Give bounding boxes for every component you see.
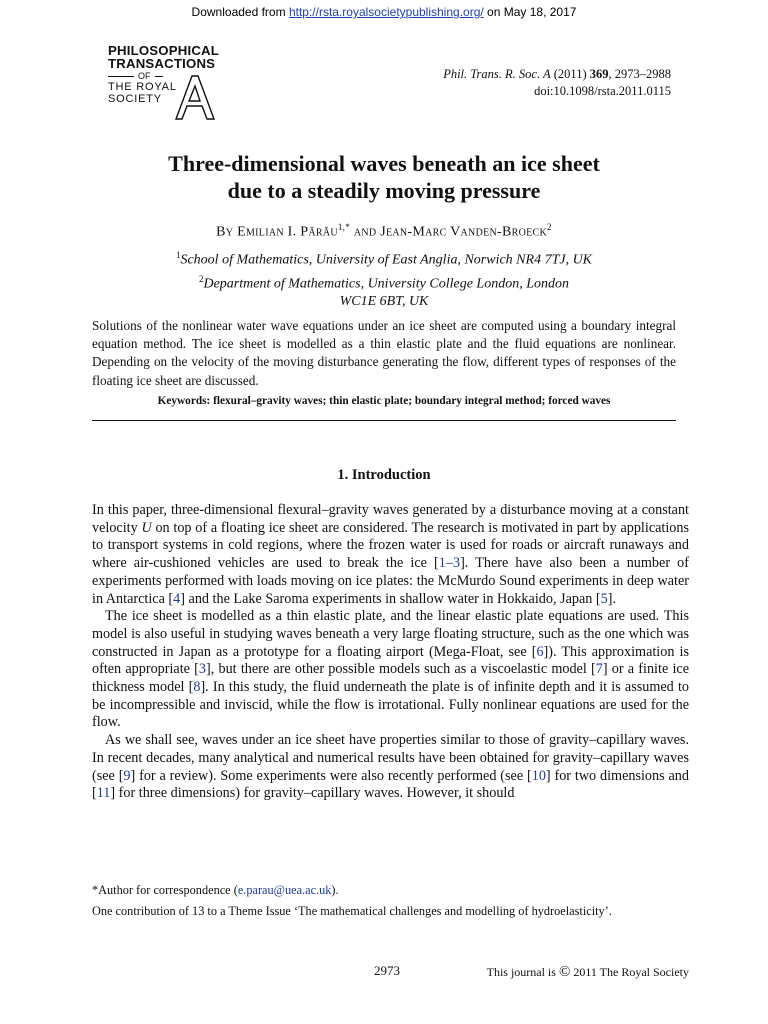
paragraph: The ice sheet is modelled as a thin elastic plate, and the linear elastic plate equations are used. This model is also useful in studying waves beneath a very large floating structure, such as the one which was constructed in Japan as a prototype for a floating airport (Mega-Float, see [6]). This approximation is often appropriate [3], but there are other possible models such as a viscoelastic model [7] or a finite ice thickness model [8]. In this study, the fluid underneath the plate is of infinite depth and it is assumed to be incompressible and inviscid, while the flow is irrotational. Fully nonlinear equations are used for the flow. xyxy=(92,608,689,731)
citation-link[interactable]: 6 xyxy=(536,643,544,660)
footnotes xyxy=(92,882,689,924)
correspondence-note: *Author for correspondence (e.parau@uea.ac.uk). xyxy=(92,883,339,897)
citation-link[interactable]: 3 xyxy=(198,661,206,678)
email-link[interactable]: e.parau@uea.ac.uk xyxy=(237,883,332,897)
citation-link[interactable]: 5 xyxy=(600,590,608,607)
divider xyxy=(92,420,676,421)
theme-issue-note: One contribution of 13 to a Theme Issue ‘The mathematical challenges and modelling of hydroelasticity’. xyxy=(92,904,612,918)
citation-link[interactable]: 7 xyxy=(595,661,603,678)
copyright-notice: This journal is © 2011 The Royal Society xyxy=(486,964,689,980)
body-text xyxy=(92,502,689,803)
paragraph: As we shall see, waves under an ice sheet have properties similar to those of gravity–capillary waves. In recent decades, many analytical and numerical results have been obtained for gravity–capillary waves (see [9] for a review). Some experiments were also recently performed (see [10] for two dimensions and [11] for three dimensions) for gravity–capillary waves. However, it should xyxy=(92,732,689,802)
doi: doi:10.1098/rsta.2011.0115 xyxy=(534,84,671,98)
download-url-link[interactable]: http://rsta.royalsocietypublishing.org/ xyxy=(288,5,484,19)
paragraph: In this paper, three-dimensional flexural–gravity waves generated by a disturbance moving at a constant velocity U on top of a floating ice sheet are considered. The research is motivated in part by applications to transport systems in cold regions, where the frozen water is used for roads or aircraft runaways and where air-cushioned vehicles are used to break the ice [1–3]. There have also been a number of experiments performed with loads moving on ice plates: the McMurdo Sound experiments in deep water in Antarctica [4] and the Lake Saroma experiments in shallow water in Hokkaido, Japan [5]. xyxy=(92,502,690,607)
citation-link[interactable]: 1–3 xyxy=(438,555,461,572)
section-heading: 1. Introduction xyxy=(337,467,431,483)
author-list: By Emilian I. Părău$^{1,*}$ and Jean-Marc Vanden-Broeck$^2$ xyxy=(216,222,552,240)
abstract: Solutions of the nonlinear water wave equations under an ice sheet are computed using a boundary integral equation method. The ice sheet is modelled as a thin elastic plate and the fluid equations are nonlinear. Depending on the velocity of the moving disturbance generating the flow, different types of responses of the floating ice sheet are discussed. xyxy=(92,318,676,388)
journal-citation: Phil. Trans. R. Soc. A (2011) 369, 2973–2988 doi:10.1098/rsta.2011.0115 xyxy=(443,67,671,98)
citation-link[interactable]: 10 xyxy=(531,767,546,784)
affiliations: $^1$School of Mathematics, University of East Anglia, Norwich NR4 7TJ, UK $^2$Department of Mathematics, University College London, London WC1E 6BT, UK xyxy=(175,250,593,310)
citation-link[interactable]: 4 xyxy=(173,590,181,607)
page-number: 2973 xyxy=(374,963,400,978)
download-notice: Downloaded from http://rsta.royalsocietypublishing.org/ on May 18, 2017 xyxy=(191,5,577,19)
citation-link[interactable]: 8 xyxy=(193,679,201,696)
citation-link[interactable]: 9 xyxy=(123,767,131,784)
letter-a-logo-icon xyxy=(174,74,216,120)
citation-link[interactable]: 11 xyxy=(96,785,111,802)
paper-title: Three-dimensional waves beneath an ice sheet due to a steadily moving pressure xyxy=(168,151,600,203)
keywords: Keywords: flexural–gravity waves; thin elastic plate; boundary integral method; forced waves xyxy=(157,395,611,407)
royal-society-logo: PHILOSOPHICAL TRANSACTIONS OF THE ROYAL SOCIETY xyxy=(108,44,233,120)
